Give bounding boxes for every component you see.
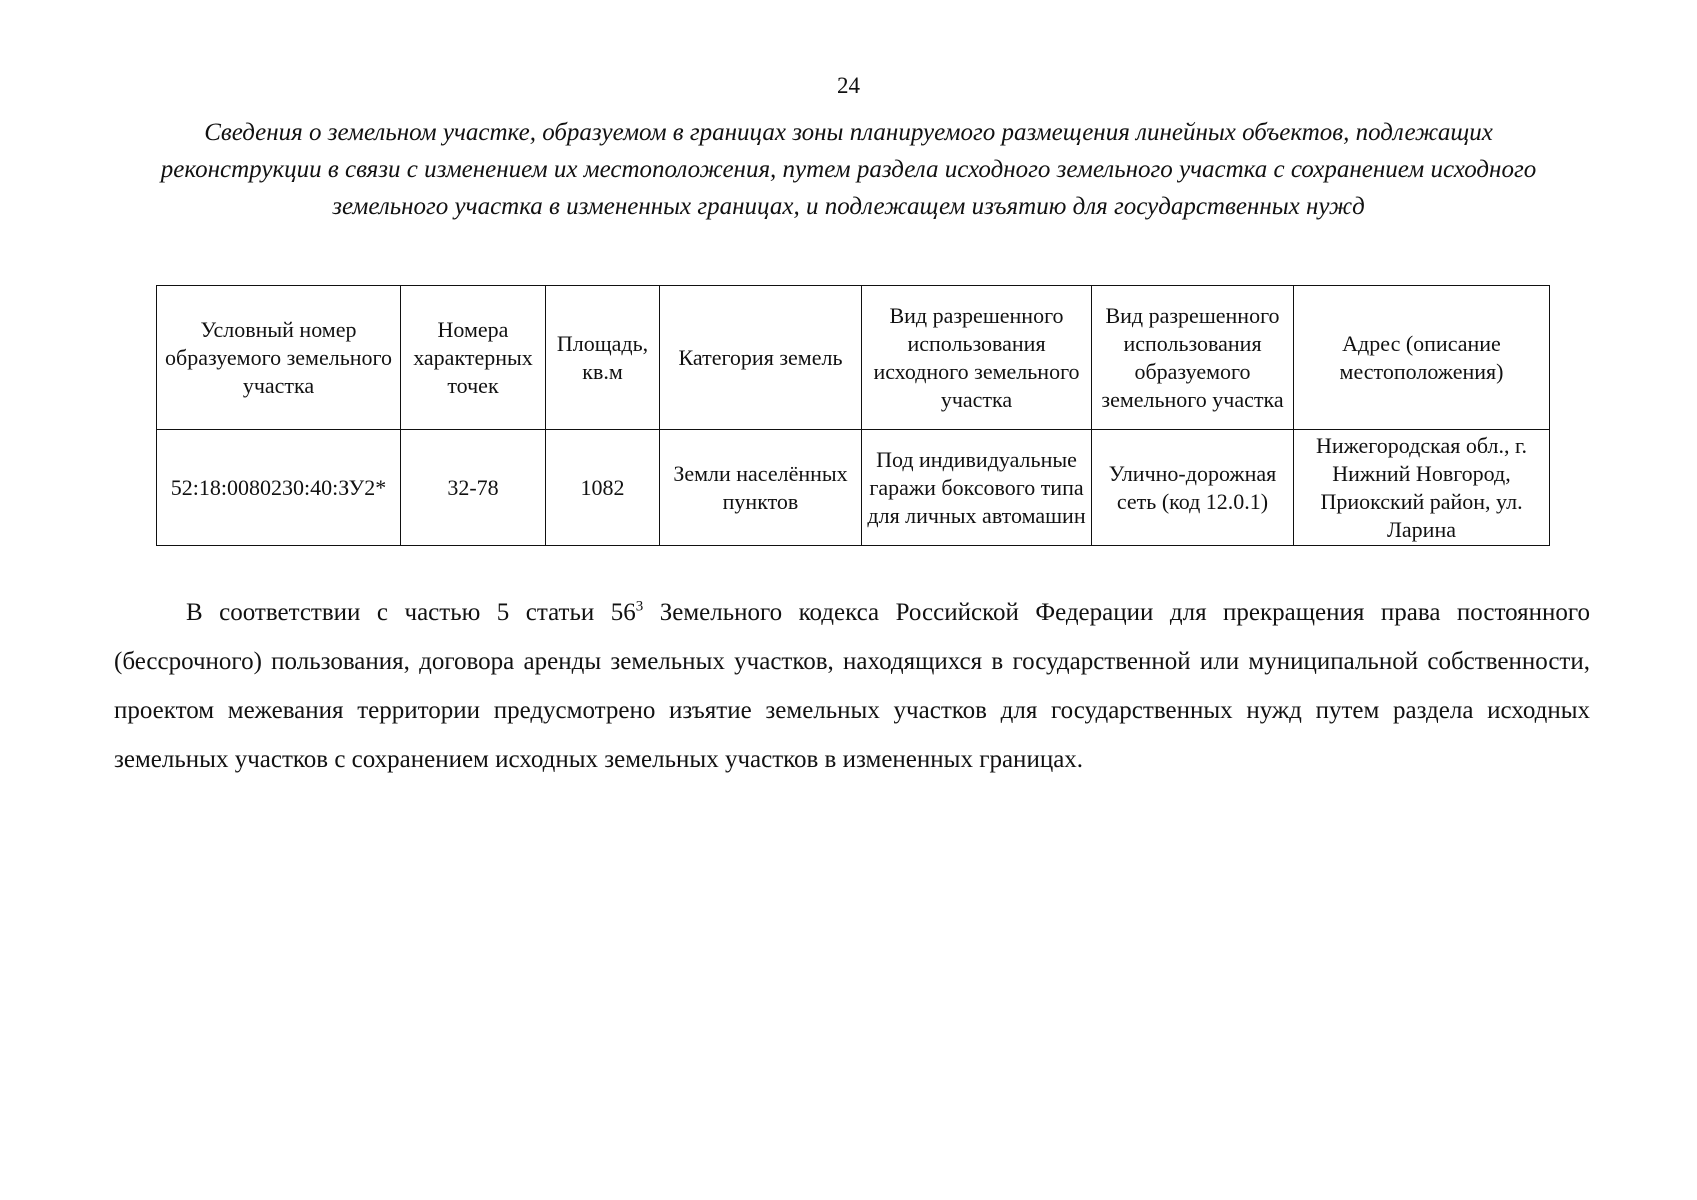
header-formed-permitted-use: Вид разрешенного использования образуемого земельного участка — [1092, 286, 1294, 430]
page-number: 24 — [837, 73, 860, 98]
table-header-row — [157, 286, 1550, 430]
table-row — [157, 430, 1550, 546]
article-superscript: 3 — [635, 598, 644, 615]
header-point-numbers: Номера характерных точек — [401, 286, 546, 430]
paragraph-text-end: Земельного кодекса Российской Федерации для прекращения права постоянного (бессрочного) пользования, договора аренды земельных участков, находящихся в государственной или муниципальной собственности, проектом межевания территории предусмотрено изъятие земельных участков для государственных нужд путем раздела исходных земельных участков с сохранением исходных земельных участков в измененных границах. — [114, 599, 1591, 773]
cell-point-numbers: 32-78 — [401, 430, 546, 546]
header-plot-number: Условный номер образуемого земельного участка — [157, 286, 401, 430]
header-area: Площадь, кв.м — [546, 286, 660, 430]
cell-address: Нижегородская обл., г. Нижний Новгород, Приокский район, ул. Ларина — [1294, 430, 1550, 546]
header-address: Адрес (описание местоположения) — [1294, 286, 1550, 430]
cell-source-permitted-use: Под индивидуальные гаражи боксового типа для личных автомашин — [862, 430, 1092, 546]
header-land-category: Категория земель — [660, 286, 862, 430]
document-title: Сведения о земельном участке, образуемом в границах зоны планируемого размещения линейных объектов, подлежащих реконструкции в связи с изменением их местоположения, путем раздела исходного земельного участка с сохранением исходного земельного участка в измененных границах, и подлежащем изъятию для государственных нужд — [160, 119, 1537, 220]
cell-area: 1082 — [546, 430, 660, 546]
cell-land-category: Земли населённых пунктов — [660, 430, 862, 546]
paragraph-text-start: В соответствии с частью 5 статьи 56 — [186, 599, 636, 626]
land-plot-table — [156, 285, 1550, 546]
header-source-permitted-use: Вид разрешенного использования исходного земельного участка — [862, 286, 1092, 430]
body-paragraph — [114, 588, 1590, 784]
cell-plot-number: 52:18:0080230:40:ЗУ2* — [157, 430, 401, 546]
cell-formed-permitted-use: Улично-дорожная сеть (код 12.0.1) — [1092, 430, 1294, 546]
